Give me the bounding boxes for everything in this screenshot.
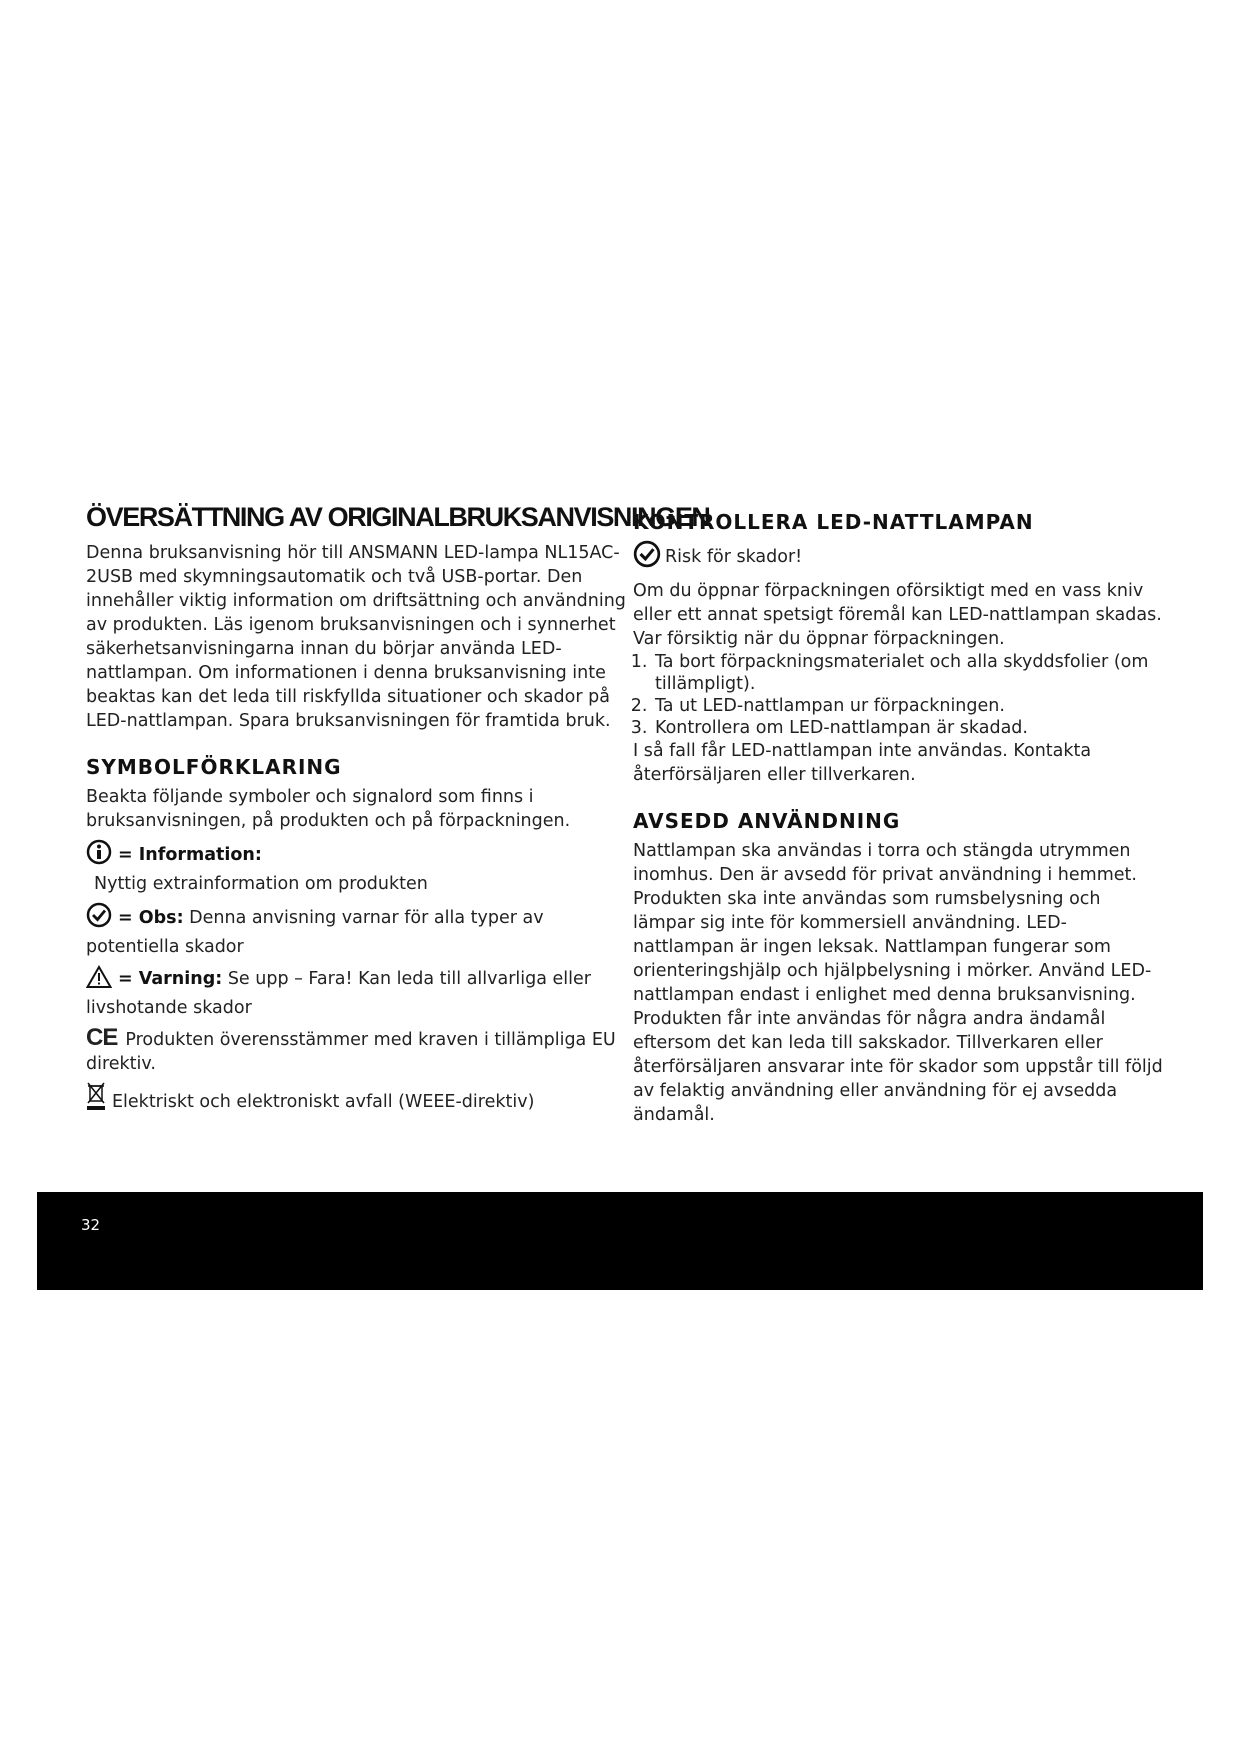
left-column: [86, 502, 710, 1119]
list-item: 1. Ta bort förpackningsmaterialet och alla skyddsfolier (om tillämpligt).: [653, 651, 1163, 695]
symbol-weee-row: [86, 1082, 626, 1119]
obs-description: Denna anvisning varnar för alla typer av potentiella skador: [86, 908, 544, 957]
symbol-info-row: [86, 839, 626, 872]
warning-description: Se upp – Fara! Kan leda till allvarliga eller livshotande skador: [86, 969, 591, 1018]
symbols-heading: SYMBOLFÖRKLARING: [86, 755, 342, 779]
risk-row: [633, 540, 1163, 575]
risk-label: Risk för skador!: [665, 547, 803, 567]
check-outro: I så fall får LED-nattlampan inte användas. Kontakta återförsäljaren eller tillverkaren.: [633, 741, 1092, 785]
warning-triangle-icon: [86, 965, 112, 996]
symbols-intro: Beakta följande symboler och signalord som finns i bruksanvisningen, på produkten och på förpackningen.: [86, 787, 571, 831]
check-circle-icon: [633, 540, 661, 575]
list-item: 2. Ta ut LED-nattlampan ur förpackningen.: [653, 695, 1163, 717]
check-steps-list: [633, 651, 1163, 739]
document-title: ÖVERSÄTTNING AV ORIGINALBRUKSANVISNINGEN: [86, 502, 710, 532]
symbol-warning-row: [86, 965, 626, 1020]
info-icon: [86, 839, 112, 872]
symbol-obs-row: [86, 902, 626, 959]
ce-description: Produkten överensstämmer med kraven i tillämpliga EU direktiv.: [86, 1030, 616, 1074]
check-lamp-heading: KONTROLLERA LED-NATTLAMPAN: [633, 510, 1034, 534]
info-description: Nyttig extrainformation om produkten: [94, 874, 428, 894]
intended-use-text: Nattlampan ska användas i torra och stängda utrymmen inomhus. Den är avsedd för privat användning i hemmet. Produkten ska inte användas som rumsbelysning och lämpar sig inte för kommersiell användning. LED-nattlampan är ingen leksak. Nattlampan fungerar som orienteringshjälp och hjälpbelysning i mörker. Använd LED-nattlampan endast i enlighet med denna bruksanvisning. Produkten får inte användas för några andra ändamål eftersom det kan leda till sakskador. Tillverkaren eller återförsäljaren ansvarar inte för skador som uppstår till följd av felaktig användning eller användning för ej avsedda ändamål.: [633, 841, 1163, 1125]
info-label: = Information:: [118, 845, 262, 865]
weee-bin-icon: [86, 1082, 106, 1119]
page-number: 32: [81, 1216, 101, 1234]
intended-use-heading: AVSEDD ANVÄNDNING: [633, 809, 901, 833]
warning-label: = Varning:: [118, 969, 223, 989]
symbol-ce-row: [86, 1026, 626, 1076]
ce-mark-icon: CE: [86, 1024, 118, 1051]
weee-description: Elektriskt och elektroniskt avfall (WEEE-direktiv): [112, 1092, 535, 1112]
intro-paragraph: Denna bruksanvisning hör till ANSMANN LED-lampa NL15AC-2USB med skymningsautomatik och två USB-portar. Den innehåller viktig information om driftsättning och användning av produkten. Läs igenom bruksanvisningen och i synnerhet säkerhetsanvisningarna innan du börjar använda LED-nattlampan. Om informationen i denna bruksanvisning inte beaktas kan det leda till riskfyllda situationer och skador på LED-nattlampan. Spara bruksanvisningen för framtida bruk.: [86, 543, 626, 731]
list-item: 3. Kontrollera om LED-nattlampan är skadad.: [653, 717, 1163, 739]
check-circle-icon: [86, 902, 112, 935]
check-intro: Om du öppnar förpackningen oförsiktigt med en vass kniv eller ett annat spetsigt föremål kan LED-nattlampan skadas. Var försiktig när du öppnar förpackningen.: [633, 581, 1162, 649]
right-column: [633, 502, 1163, 1127]
obs-label: = Obs:: [118, 908, 184, 928]
footer-bar: [37, 1192, 1203, 1290]
